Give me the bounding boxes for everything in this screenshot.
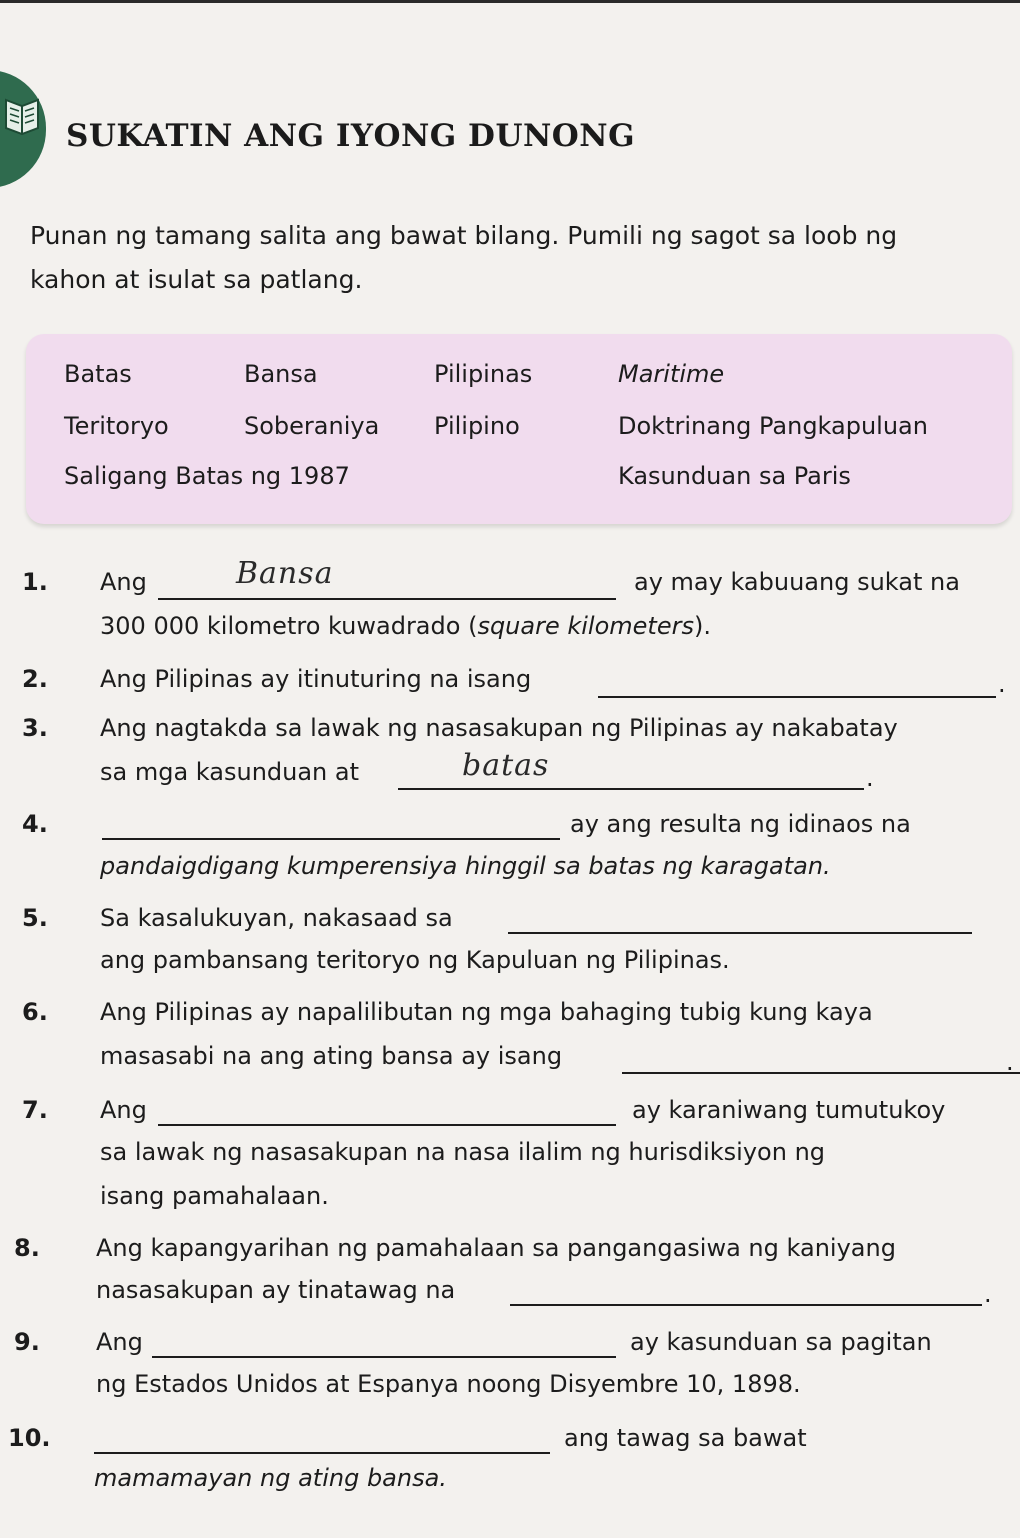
instructions-line: kahon at isulat sa patlang. [30, 265, 363, 294]
question-text: ang tawag sa bawat [564, 1424, 807, 1452]
question-text: isang pamahalaan. [100, 1182, 329, 1210]
question-text: ay karaniwang tumutukoy [632, 1096, 946, 1124]
question-text: Ang Pilipinas ay itinuturing na isang [100, 665, 532, 693]
period: . [984, 1280, 992, 1308]
word-option: Kasunduan sa Paris [618, 462, 851, 490]
answer-blank[interactable] [398, 788, 864, 790]
answer-blank[interactable] [102, 838, 560, 840]
question-number: 7. [22, 1096, 48, 1124]
question-text: Sa kasalukuyan, nakasaad sa [100, 904, 453, 932]
word-option: Batas [64, 360, 132, 388]
question-number: 8. [14, 1234, 40, 1262]
answer-blank[interactable] [598, 696, 996, 698]
period: . [866, 764, 874, 792]
question-text: mamamayan ng ating bansa. [94, 1464, 447, 1492]
section-heading: SUKATIN ANG IYONG DUNONG [66, 118, 636, 154]
question-number: 9. [14, 1328, 40, 1356]
question-text: ang pambansang teritoryo ng Kapuluan ng Pilipinas. [100, 946, 730, 974]
word-option: Pilipino [434, 412, 520, 440]
question-text: ay may kabuuang sukat na [634, 568, 960, 596]
question-text: nasasakupan ay tinatawag na [96, 1276, 456, 1304]
answer-blank[interactable] [510, 1304, 982, 1306]
question-text: sa lawak ng nasasakupan na nasa ilalim ng hurisdiksiyon ng [100, 1138, 826, 1166]
question-number: 5. [22, 904, 48, 932]
question-text: ng Estados Unidos at Espanya noong Disyembre 10, 1898. [96, 1370, 801, 1398]
handwritten-answer: Bansa [236, 556, 334, 591]
question-text: ay kasunduan sa pagitan [630, 1328, 932, 1356]
word-option: Bansa [244, 360, 318, 388]
question-text: ay ang resulta ng idinaos na [570, 810, 911, 838]
question-number: 2. [22, 665, 48, 693]
instructions-line: Punan ng tamang salita ang bawat bilang. Pumili ng sagot sa loob ng [30, 221, 898, 250]
question-text: 300 000 kilometro kuwadrado (square kilometers). [100, 612, 711, 640]
answer-blank[interactable] [94, 1452, 550, 1454]
answer-blank[interactable] [508, 932, 972, 934]
book-icon [2, 92, 42, 140]
question-number: 6. [22, 998, 48, 1026]
question-number: 10. [8, 1424, 51, 1452]
question-number: 4. [22, 810, 48, 838]
question-text: Ang nagtakda sa lawak ng nasasakupan ng Pilipinas ay nakabatay [100, 714, 898, 742]
instructions [30, 214, 990, 302]
word-bank [26, 334, 1012, 524]
question-text: Ang Pilipinas ay napalilibutan ng mga bahaging tubig kung kaya [100, 998, 873, 1026]
handwritten-answer: batas [462, 748, 550, 783]
word-option: Soberaniya [244, 412, 380, 440]
question-text: Ang [96, 1328, 143, 1356]
question-text: Ang kapangyarihan ng pamahalaan sa pangangasiwa ng kaniyang [96, 1234, 896, 1262]
period: . [998, 670, 1006, 698]
period: . [1006, 1048, 1014, 1076]
question-text: Ang [100, 1096, 147, 1124]
question-text: Ang [100, 568, 147, 596]
question-number: 1. [22, 568, 48, 596]
word-option: Doktrinang Pangkapuluan [618, 412, 928, 440]
answer-blank[interactable] [152, 1356, 616, 1358]
question-text: masasabi na ang ating bansa ay isang [100, 1042, 563, 1070]
word-option: Saligang Batas ng 1987 [64, 462, 350, 490]
word-option: Teritoryo [64, 412, 169, 440]
answer-blank[interactable] [158, 598, 616, 600]
word-option: Maritime [618, 360, 725, 388]
answer-blank[interactable] [158, 1124, 616, 1126]
word-option: Pilipinas [434, 360, 533, 388]
top-rule [0, 0, 1020, 3]
answer-blank[interactable] [622, 1072, 1020, 1074]
question-number: 3. [22, 714, 48, 742]
question-text: sa mga kasunduan at [100, 758, 360, 786]
question-text: pandaigdigang kumperensiya hinggil sa batas ng karagatan. [100, 852, 831, 880]
